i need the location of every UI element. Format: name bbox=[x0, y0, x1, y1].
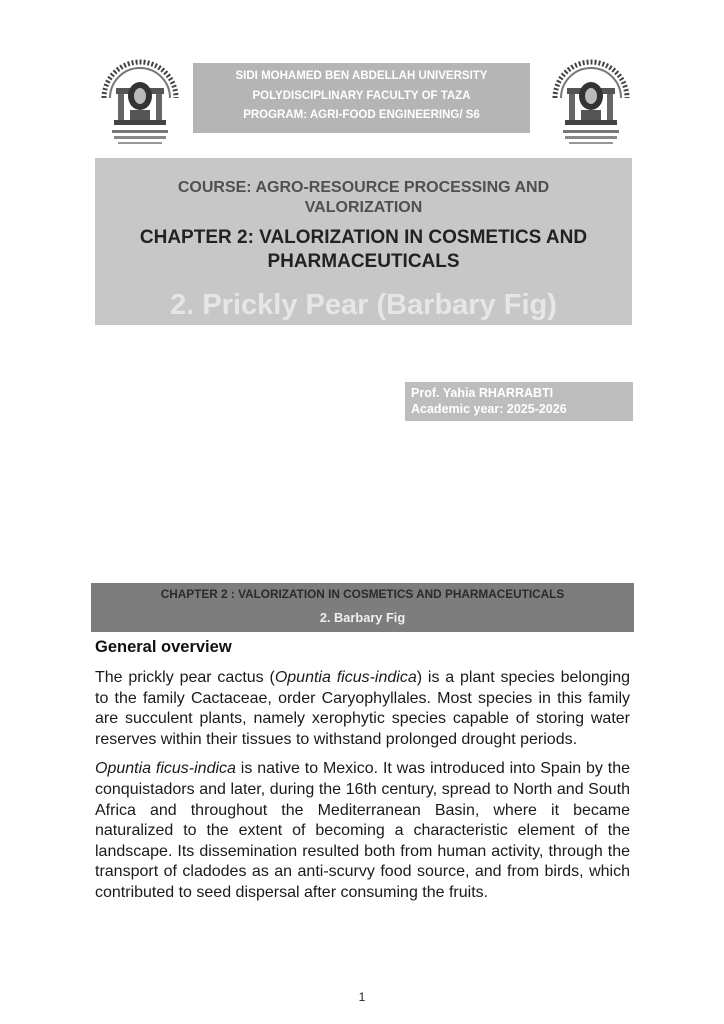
chapter-title: CHAPTER 2: VALORIZATION IN COSMETICS AND PHARMACEUTICALS bbox=[139, 227, 588, 272]
p2-species: Opuntia ficus-indica bbox=[95, 760, 236, 778]
p1-species: Opuntia ficus-indica bbox=[274, 669, 417, 686]
author-box bbox=[405, 382, 633, 421]
university-logo-right bbox=[547, 52, 635, 150]
paragraph-1 bbox=[95, 668, 630, 750]
university-name: SIDI MOHAMED BEN ABDELLAH UNIVERSITY bbox=[235, 70, 488, 82]
academic-year: Academic year: 2025-2026 bbox=[411, 402, 567, 416]
p1-rest: ) is a plant species belonging to the family Cactaceae, order Caryophyllales. Most species in this family are succulent plants, namely xerophytic species capable of storing water reserves within their tissues to withstand prolonged drought periods. bbox=[95, 669, 631, 748]
university-header bbox=[193, 63, 530, 133]
band-section: 2. Barbary Fig bbox=[319, 610, 406, 625]
course-title: COURSE: AGRO-RESOURCE PROCESSING AND VALORIZATION bbox=[177, 179, 550, 216]
chapter-band bbox=[91, 583, 634, 632]
page-number: 1 bbox=[358, 990, 366, 1004]
university-seal-icon bbox=[547, 52, 635, 150]
paragraph-2 bbox=[95, 759, 630, 903]
p2-rest: is native to Mexico. It was introduced into Spain by the conquistadors and later, during the 16th century, spread to North and South Africa and throughout the Mediterranean Basin, where it became naturalized to the extent of becoming a characteristic element of the landscape. Its dissemination resulted both from human activity, through the transport of cladodes as an anti-scurvy food source, and from birds, which contributed to seed dispersal after consuming the fruits. bbox=[95, 760, 631, 901]
university-seal-icon bbox=[96, 52, 184, 150]
author-name: Prof. Yahia RHARRABTI bbox=[411, 386, 554, 400]
program-name: PROGRAM: AGRI-FOOD ENGINEERING/ S6 bbox=[243, 109, 480, 121]
section-heading: General overview bbox=[95, 638, 232, 656]
title-block bbox=[95, 158, 632, 325]
main-content bbox=[95, 636, 630, 913]
topic-title: 2. Prickly Pear (Barbary Fig) bbox=[170, 289, 557, 321]
university-logo-left bbox=[96, 52, 184, 150]
p1-start: The prickly pear cactus ( bbox=[95, 669, 275, 686]
faculty-name: POLYDISCIPLINARY FACULTY OF TAZA bbox=[252, 89, 471, 102]
band-chapter: CHAPTER 2 : VALORIZATION IN COSMETICS AND PHARMACEUTICALS bbox=[160, 587, 565, 601]
